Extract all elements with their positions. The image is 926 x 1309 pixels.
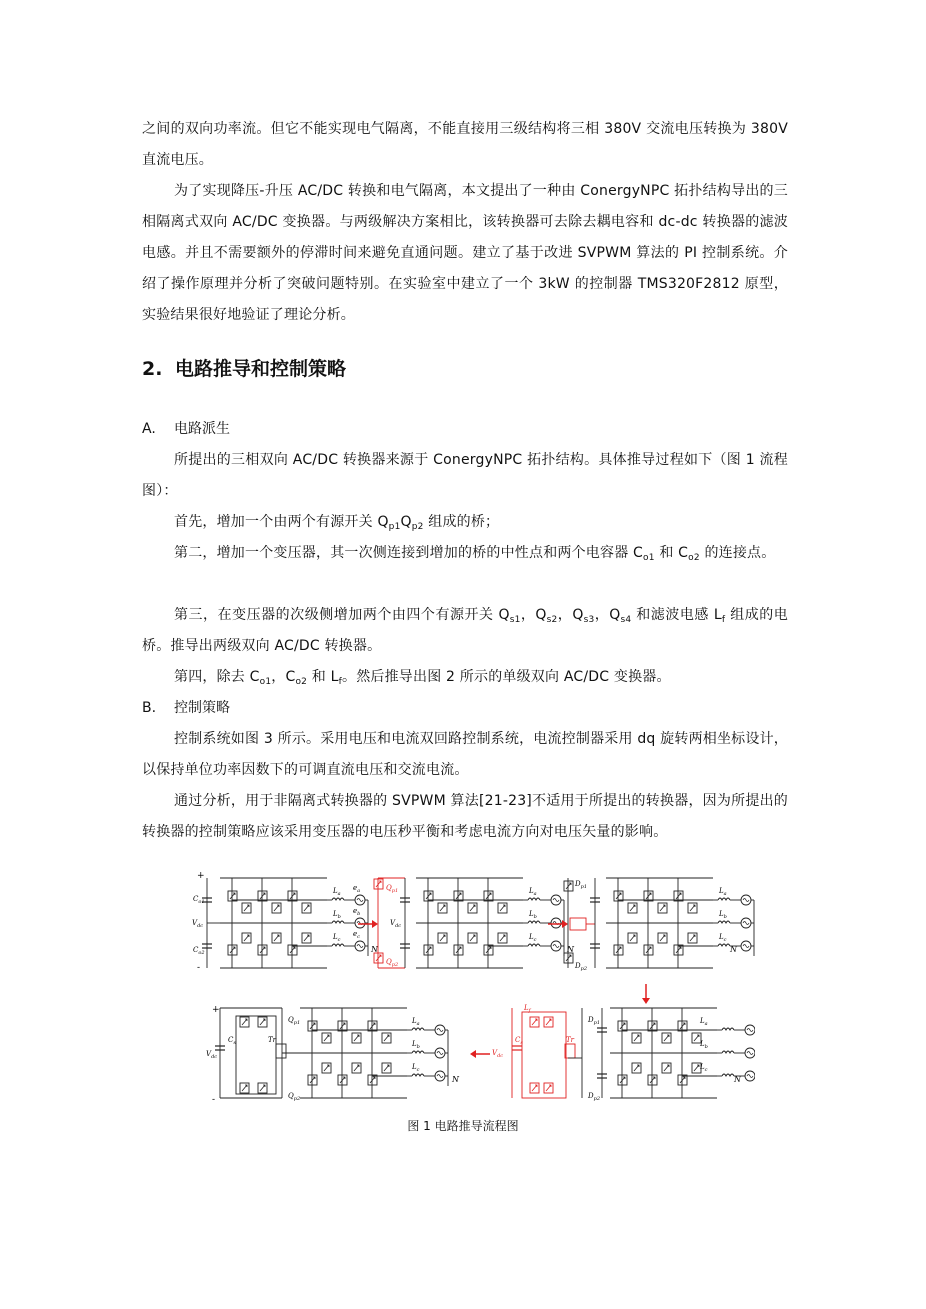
paragraph-step-2: 第二，增加一个变压器，其一次侧连接到增加的桥的中性点和两个电容器 $C_{o1}$ 和 $C_{o2}$ 的连接点。 bbox=[174, 545, 776, 563]
svg-text:Lc: $L_c$ bbox=[333, 933, 341, 943]
svg-text:Lf: $L_f$ bbox=[524, 1004, 531, 1014]
flow-arrow-left bbox=[470, 1050, 490, 1058]
svg-text:La: $L_a$ bbox=[529, 887, 537, 897]
svg-text:eb: $e_b$ bbox=[353, 907, 361, 917]
section-number: 2. bbox=[142, 358, 163, 380]
svg-text:Lc: $L_c$ bbox=[700, 1063, 708, 1073]
flow-arrow-down bbox=[642, 984, 650, 1004]
subsection-a-heading bbox=[142, 414, 230, 445]
svg-text:N: N bbox=[452, 1075, 459, 1084]
svg-text:La: $L_a$ bbox=[333, 887, 341, 897]
subsection-a-letter: A. bbox=[142, 421, 156, 437]
panel-3-added-transformer bbox=[564, 878, 754, 972]
svg-text:-: - bbox=[212, 1095, 216, 1105]
svg-text:Lb: $L_b$ bbox=[529, 910, 537, 920]
paragraph-step-1: 首先，增加一个由两个有源开关 $Q_{p1}Q_{p2}$ 组成的桥； bbox=[174, 514, 500, 532]
svg-text:Lc: $L_c$ bbox=[719, 933, 727, 943]
svg-text:Vdc: $V_{dc}$ bbox=[206, 1050, 218, 1060]
svg-text:Dp2: $D_{p2}$ bbox=[575, 962, 588, 972]
svg-text:ec: $e_c$ bbox=[353, 930, 360, 940]
svg-text:Dp1: $D_{p1}$ bbox=[588, 1016, 601, 1026]
svg-text:Lc: $L_c$ bbox=[412, 1063, 420, 1073]
svg-text:Cs: $C_s$ bbox=[228, 1036, 236, 1046]
paragraph-bidirectional-power: 之间的双向功率流。但它不能实现电气隔离，不能直接用三级结构将三相 380V 交流电压转换为 380V 直流电压。 bbox=[142, 121, 788, 168]
svg-text:Co2: $C_{o2}$ bbox=[193, 946, 205, 956]
section-heading bbox=[142, 354, 346, 384]
svg-text:Dp2: $D_{p2}$ bbox=[588, 1092, 601, 1102]
svg-text:La: $L_a$ bbox=[412, 1017, 420, 1027]
svg-text:Qp2: $Q_{p2}$ bbox=[288, 1092, 301, 1102]
svg-text:Tr: Tr bbox=[566, 1036, 575, 1044]
svg-text:+: + bbox=[197, 872, 205, 881]
svg-text:La: $L_a$ bbox=[700, 1017, 708, 1027]
paragraph-control-system: 控制系统如图 3 所示。采用电压和电流双回路控制系统，电流控制器采用 dq 旋转两相坐标设计，以保持单位功率因数下的可调直流电压和交流电流。 bbox=[142, 731, 788, 778]
svg-text:Lb: $L_b$ bbox=[700, 1040, 708, 1050]
paragraph-derivation-intro: 所提出的三相双向 AC/DC 转换器来源于 ConergyNPC 拓扑结构。具体推导过程如下（图 1 流程图）： bbox=[142, 452, 788, 499]
paragraph-proposal-summary: 为了实现降压-升压 AC/DC 转换和电气隔离，本文提出了一种由 ConergyNPC 拓扑结构导出的三相隔离式双向 AC/DC 变换器。与两级解决方案相比，该转换器可去除去耦电容和 dc-dc 转换器的滤波电感。并且不需要额外的停滞时间来避免直通问题。建立了基于改进 SVPWM 算法的 PI 控制系统。介绍了操作原理并分析了突破问题特别。在实验室中建立了一个 3kW 的控制器 TMS320F2812 原型，实验结果很好地验证了理论分析。 bbox=[142, 183, 788, 323]
svg-text:Qp1: $Q_{p1}$ bbox=[386, 884, 399, 894]
svg-text:Dp1: $D_{p1}$ bbox=[575, 880, 588, 890]
svg-text:Lb: $L_b$ bbox=[333, 910, 341, 920]
subsection-a-title: 电路派生 bbox=[174, 421, 230, 437]
section-title: 电路推导和控制策略 bbox=[175, 358, 347, 380]
panel-5-single-stage bbox=[206, 1005, 460, 1105]
svg-text:N: N bbox=[371, 945, 378, 954]
svg-text:Tr: Tr bbox=[268, 1036, 277, 1044]
svg-text:N: N bbox=[730, 945, 737, 954]
svg-text:Lb: $L_b$ bbox=[719, 910, 727, 920]
svg-text:Qp2: $Q_{p2}$ bbox=[386, 958, 399, 968]
svg-text:Co1: $C_{o1}$ bbox=[193, 895, 205, 905]
svg-text:Vdc: $V_{dc}$ bbox=[390, 919, 402, 929]
svg-text:Cs: $C_s$ bbox=[515, 1036, 523, 1046]
panel-1-npc bbox=[192, 872, 379, 973]
circuit-derivation-figure bbox=[190, 872, 755, 1117]
subsection-b-letter: B. bbox=[142, 700, 157, 716]
svg-text:Lb: $L_b$ bbox=[412, 1040, 420, 1050]
svg-text:Vdc: $V_{dc}$ bbox=[492, 1049, 504, 1059]
svg-text:+: + bbox=[212, 1005, 220, 1015]
paragraph-step-4: 第四，除去 $C_{o1}$，$C_{o2}$ 和 $L_f$。然后推导出图 2 所示的单级双向 AC/DC 变换器。 bbox=[174, 669, 671, 687]
panel-4-secondary-bridge bbox=[492, 1004, 755, 1102]
svg-text:N: N bbox=[567, 945, 574, 954]
svg-text:Vdc: $V_{dc}$ bbox=[192, 919, 204, 929]
subsection-b-heading bbox=[142, 693, 230, 724]
svg-text:N: N bbox=[734, 1075, 741, 1084]
svg-text:Lc: $L_c$ bbox=[529, 933, 537, 943]
svg-text:La: $L_a$ bbox=[719, 887, 727, 897]
svg-text:Qp1: $Q_{p1}$ bbox=[288, 1016, 301, 1026]
svg-text:ea: $e_a$ bbox=[353, 884, 361, 894]
figure-caption: 图 1 电路推导流程图 bbox=[407, 1119, 519, 1133]
subsection-b-title: 控制策略 bbox=[174, 700, 230, 716]
paragraph-step-3: 第三，在变压器的次级侧增加两个由四个有源开关 $Q_{s1}$，$Q_{s2}$，$Q_{s3}$，$Q_{s4}$ 和滤波电感 $L_f$ 组成的电桥。推导出两级双向 AC/DC 转换器。 bbox=[142, 607, 789, 654]
paragraph-svpwm-analysis: 通过分析，用于非隔离式转换器的 SVPWM 算法[21-23]不适用于所提出的转换器，因为所提出的转换器的控制策略应该采用变压器的电压秒平衡和考虑电流方向对电压矢量的影响。 bbox=[142, 793, 788, 840]
panel-2-added-bridge bbox=[374, 878, 575, 968]
svg-text:-: - bbox=[197, 963, 201, 973]
